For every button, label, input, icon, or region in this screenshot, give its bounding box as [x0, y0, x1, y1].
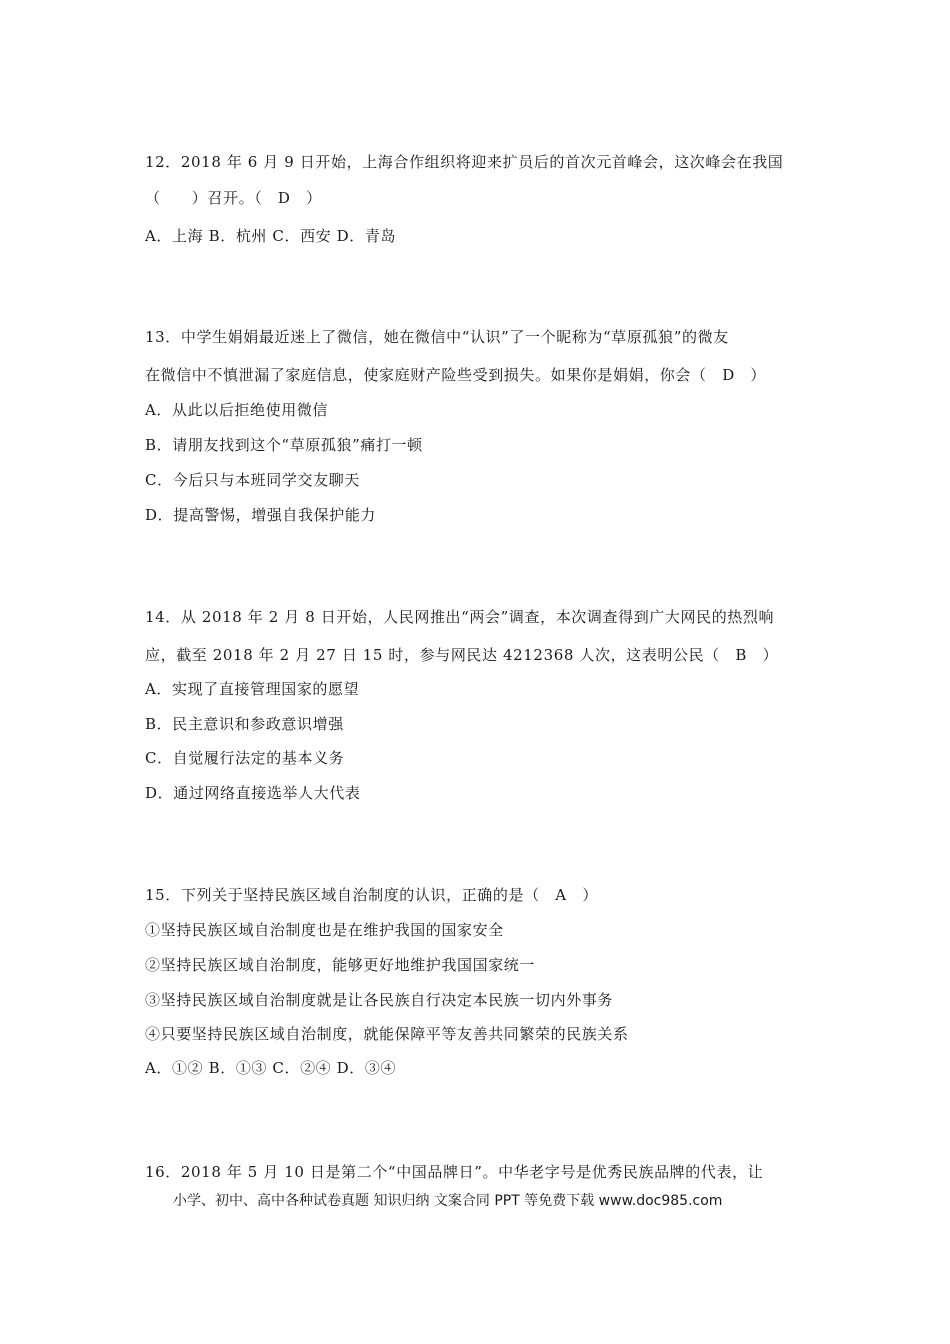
- option-c: C．今后只与本班同学交友聊天: [145, 471, 360, 489]
- question-text: 应，截至 2018 年 2 月 27 日 15 时，参与网民达 4212368 人次，这表明公民（ B ）: [145, 646, 779, 664]
- option-d: D．通过网络直接选举人大代表: [145, 784, 361, 802]
- question-text: 13．中学生娟娟最近迷上了微信，她在微信中“认识”了一个昵称为“草原孤狼”的微友: [145, 328, 729, 346]
- question-text: 14．从 2018 年 2 月 8 日开始，人民网推出“两会”调查，本次调查得到广大网民的热烈响: [145, 608, 775, 626]
- statement-2: ②坚持民族区域自治制度，能够更好地维护我国国家统一: [145, 956, 536, 974]
- answer-options: A．①② B．①③ C．②④ D．③④: [145, 1059, 397, 1077]
- option-a: A．实现了直接管理国家的愿望: [145, 680, 360, 698]
- option-b: B．请朋友找到这个“草原孤狼”痛打一顿: [145, 436, 423, 454]
- statement-4: ④只要坚持民族区域自治制度，就能保障平等友善共同繁荣的民族关系: [145, 1025, 629, 1043]
- statement-1: ①坚持民族区域自治制度也是在维护我国的国家安全: [145, 921, 504, 939]
- option-a: A．从此以后拒绝使用微信: [145, 401, 329, 419]
- answer-options: A．上海 B．杭州 C．西安 D．青岛: [145, 227, 397, 245]
- option-d: D．提高警惕，增强自我保护能力: [145, 506, 377, 524]
- question-text: 12．2018 年 6 月 9 日开始，上海合作组织将迎来扩员后的首次元首峰会，这次峰会在我国: [145, 153, 784, 171]
- page-footer: 小学、初中、高中各种试卷真题 知识归纳 文案合同 PPT 等免费下载 www.doc985.com: [173, 1193, 723, 1209]
- question-text: 16．2018 年 5 月 10 日是第二个“中国品牌日”。中华老字号是优秀民族品牌的代表，让: [145, 1163, 764, 1181]
- statement-3: ③坚持民族区域自治制度就是让各民族自行决定本民族一切内外事务: [145, 991, 614, 1009]
- option-b: B．民主意识和参政意识增强: [145, 715, 344, 733]
- question-text: 在微信中不慎泄漏了家庭信息，使家庭财产险些受到损失。如果你是娟娟，你会（ D ）: [145, 366, 767, 384]
- question-text: （ ）召开。（ D ）: [145, 189, 322, 207]
- question-text: 15．下列关于坚持民族区域自治制度的认识，正确的是（ A ）: [145, 886, 598, 904]
- option-c: C．自觉履行法定的基本义务: [145, 749, 345, 767]
